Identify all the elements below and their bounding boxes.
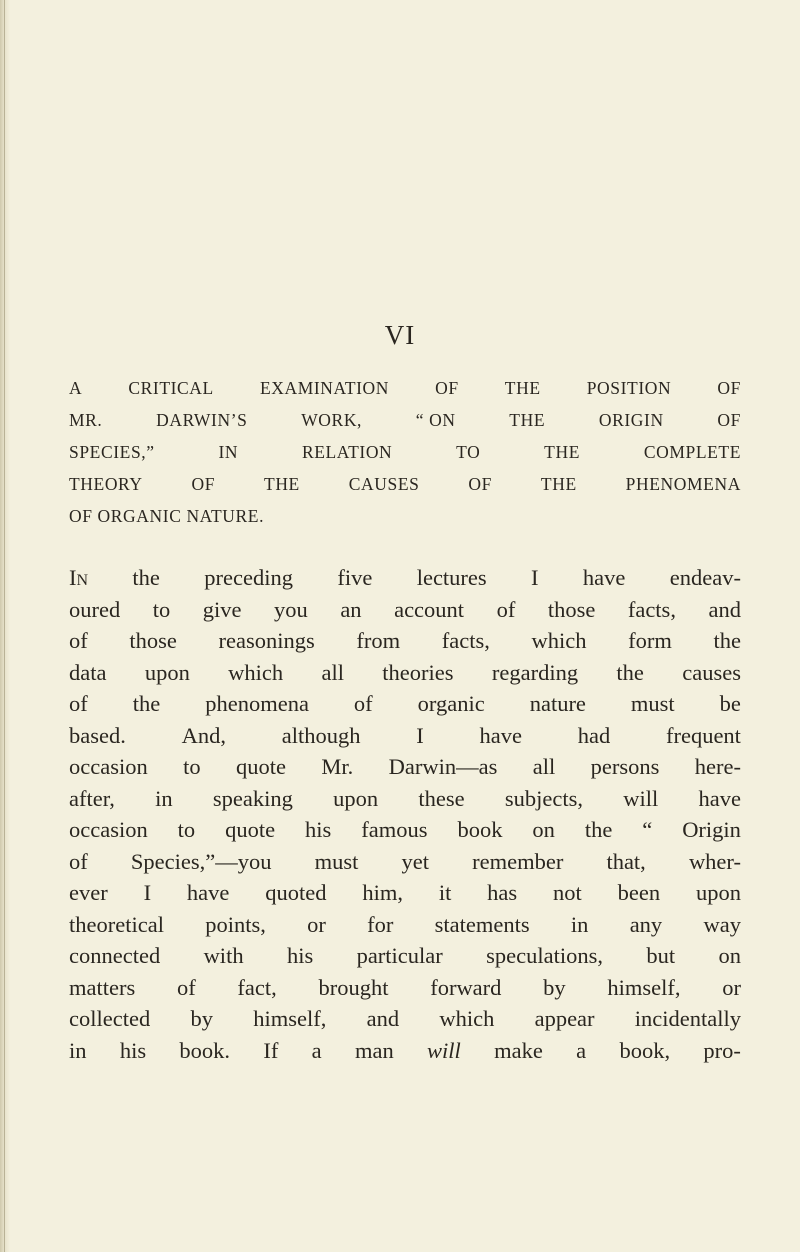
chapter-title-line: [69, 500, 741, 532]
word: facts,: [441, 628, 490, 653]
word: an: [340, 596, 362, 622]
title-word: IN: [218, 442, 239, 462]
title-word: THE: [509, 410, 546, 430]
word: Darwin—as: [388, 754, 498, 779]
chapter-title-line: [69, 436, 741, 468]
word: organic: [417, 691, 485, 716]
word: for: [367, 911, 394, 937]
title-word: THE: [264, 474, 300, 494]
word: with: [203, 943, 244, 968]
title-word: DARWIN’S: [156, 410, 248, 430]
title-word: OF: [435, 378, 459, 398]
text-line: [69, 877, 741, 909]
word: form: [628, 628, 672, 653]
word: and: [708, 596, 741, 622]
word: his: [305, 817, 332, 842]
text-line: [69, 972, 741, 1004]
title-word: A: [69, 378, 83, 398]
text-line: [69, 783, 741, 815]
word: subjects,: [504, 785, 583, 811]
word: after,: [69, 785, 115, 811]
word: will: [623, 785, 659, 811]
word: pro-: [703, 1037, 741, 1063]
title-word: POSITION: [586, 378, 672, 398]
word: wher-: [688, 848, 741, 874]
word: man: [354, 1037, 394, 1063]
text-line: [69, 1035, 741, 1067]
word: speaking: [212, 785, 293, 811]
word: upon: [333, 785, 379, 811]
word: must: [630, 691, 675, 716]
word: book.: [179, 1037, 231, 1063]
word: the: [132, 565, 160, 590]
title-word: THEORY: [69, 474, 143, 494]
word: persons: [590, 754, 660, 779]
word: on: [718, 943, 741, 968]
text-line: [69, 909, 741, 941]
word: upon: [144, 659, 190, 685]
word: preceding: [204, 565, 293, 590]
title-word: WORK,: [301, 410, 363, 430]
chapter-title-line: [69, 372, 741, 404]
word: the: [713, 628, 741, 653]
word: any: [629, 911, 663, 937]
title-word: CRITICAL: [128, 378, 214, 398]
word: collected: [69, 1006, 151, 1031]
word: have: [479, 722, 522, 748]
title-word: ORIGIN: [598, 410, 664, 430]
word: give: [202, 596, 242, 622]
word-italic: will: [427, 1037, 461, 1063]
word: Origin: [682, 817, 741, 842]
title-word: “ ON: [415, 410, 456, 430]
title-word: TO: [456, 442, 481, 462]
word: remember: [472, 848, 564, 874]
word: his: [119, 1037, 147, 1063]
word: a: [311, 1037, 322, 1063]
word: which: [439, 1006, 495, 1031]
word: five: [337, 565, 373, 590]
word: oured: [69, 596, 121, 622]
word: frequent: [665, 722, 741, 748]
text-line: [69, 625, 741, 657]
chapter-title: [69, 372, 741, 532]
word: him,: [362, 880, 403, 905]
chapter-title-line: [69, 404, 741, 436]
word: to: [183, 754, 201, 779]
word: lectures: [416, 565, 487, 590]
chapter-number: VI: [384, 320, 416, 350]
word: “: [642, 817, 653, 842]
word: upon: [695, 880, 741, 905]
word: account: [394, 596, 465, 622]
word: connected: [69, 943, 161, 968]
title-word: OF: [717, 378, 741, 398]
word: you: [274, 596, 308, 622]
word: nature: [529, 691, 586, 716]
word: famous: [361, 817, 428, 842]
word: quote: [235, 754, 286, 779]
word: by: [543, 974, 566, 1000]
word: of: [353, 691, 373, 716]
word: the: [616, 659, 644, 685]
word: And,: [181, 722, 226, 748]
title-word: PHENOMENA: [625, 474, 741, 494]
title-word: OF: [468, 474, 492, 494]
page-binding-line: [4, 0, 5, 1252]
word: If: [263, 1037, 279, 1063]
word: has: [487, 880, 518, 905]
title-word: EXAMINATION: [259, 378, 390, 398]
title-word: CAUSES: [348, 474, 420, 494]
text-line: [69, 1003, 741, 1035]
word: to: [152, 596, 171, 622]
word: the: [584, 817, 613, 842]
word: from: [356, 628, 401, 653]
word: that,: [606, 848, 646, 874]
word: in: [69, 1037, 87, 1063]
word: Mr.: [321, 754, 354, 779]
title-word: OF ORGANIC NATURE.: [69, 506, 265, 526]
word: data: [69, 659, 107, 685]
word: brought: [318, 974, 389, 1000]
title-word: THE: [540, 474, 577, 494]
body-paragraph: [69, 562, 741, 1066]
word: be: [719, 691, 741, 716]
word: although: [281, 722, 361, 748]
text-line: [69, 657, 741, 689]
word: of: [69, 628, 88, 653]
text-line: [69, 720, 741, 752]
word: of: [69, 848, 88, 874]
word: regarding: [491, 659, 579, 685]
word: I: [531, 565, 539, 590]
word: himself,: [607, 974, 681, 1000]
word: quoted: [265, 880, 327, 905]
word: Species,”—you: [130, 848, 272, 874]
word: appear: [534, 1006, 595, 1031]
word: these: [418, 785, 465, 811]
word: fact,: [237, 974, 277, 1000]
word: in: [155, 785, 173, 811]
word: had: [577, 722, 611, 748]
title-word: OF: [191, 474, 216, 494]
word: have: [698, 785, 741, 811]
word: make: [494, 1037, 543, 1063]
word: forward: [430, 974, 502, 1000]
word: his: [286, 943, 314, 968]
text-line: [69, 594, 741, 626]
word: occasion: [69, 817, 148, 842]
word: matters: [69, 974, 136, 1000]
word: by: [190, 1006, 213, 1031]
page-left-edge: [0, 0, 10, 1252]
title-word: RELATION: [301, 442, 393, 462]
word: of: [176, 974, 196, 1000]
chapter-title-line: [69, 468, 741, 500]
word: all: [321, 659, 344, 685]
word: based.: [69, 722, 126, 748]
word: phenomena: [205, 691, 309, 716]
word: which: [228, 659, 284, 685]
word: or: [307, 911, 326, 937]
word: speculations,: [486, 943, 603, 968]
word: have: [186, 880, 230, 905]
word: here-: [694, 754, 741, 779]
text-line: [69, 940, 741, 972]
text-line: [69, 814, 741, 846]
word: theoretical: [69, 911, 164, 937]
word: or: [722, 974, 741, 1000]
word: the: [132, 691, 161, 716]
word: occasion: [69, 754, 148, 779]
word: not: [553, 880, 582, 905]
word: quote: [225, 817, 276, 842]
word: have: [582, 565, 626, 590]
word: way: [703, 911, 741, 937]
word: been: [617, 880, 661, 905]
word: ever: [69, 880, 108, 905]
word: incidentally: [634, 1006, 741, 1031]
text-line: [69, 562, 741, 594]
word: yet: [401, 848, 429, 874]
word: on: [532, 817, 555, 842]
title-word: COMPLETE: [643, 442, 741, 462]
title-word: SPECIES,”: [69, 442, 155, 462]
word: but: [646, 943, 676, 968]
word: causes: [682, 659, 741, 685]
word: particular: [356, 943, 443, 968]
text-line: [69, 688, 741, 720]
word: it: [438, 880, 452, 905]
word: book,: [619, 1037, 671, 1063]
word: facts,: [627, 596, 676, 622]
word: himself,: [253, 1006, 327, 1031]
word: of: [496, 596, 516, 622]
title-word: MR.: [69, 410, 103, 430]
title-word: THE: [504, 378, 541, 398]
word: points,: [205, 911, 266, 937]
word: theories: [382, 659, 454, 685]
text-line: [69, 751, 741, 783]
word: all: [532, 754, 556, 779]
word: I: [143, 880, 152, 905]
word: in: [570, 911, 589, 937]
title-word: OF: [717, 410, 741, 430]
word: In: [69, 565, 89, 590]
text-line: [69, 846, 741, 878]
word: statements: [434, 911, 530, 937]
word: which: [531, 628, 587, 653]
word: of: [69, 691, 88, 716]
word: to: [177, 817, 196, 842]
word: endeav-: [669, 565, 741, 590]
word: book: [457, 817, 503, 842]
word: those: [547, 596, 596, 622]
word: reasonings: [218, 628, 315, 653]
word: must: [314, 848, 359, 874]
word: I: [416, 722, 424, 748]
word: a: [576, 1037, 587, 1063]
word: those: [129, 628, 177, 653]
title-word: THE: [544, 442, 580, 462]
word: and: [366, 1006, 400, 1031]
